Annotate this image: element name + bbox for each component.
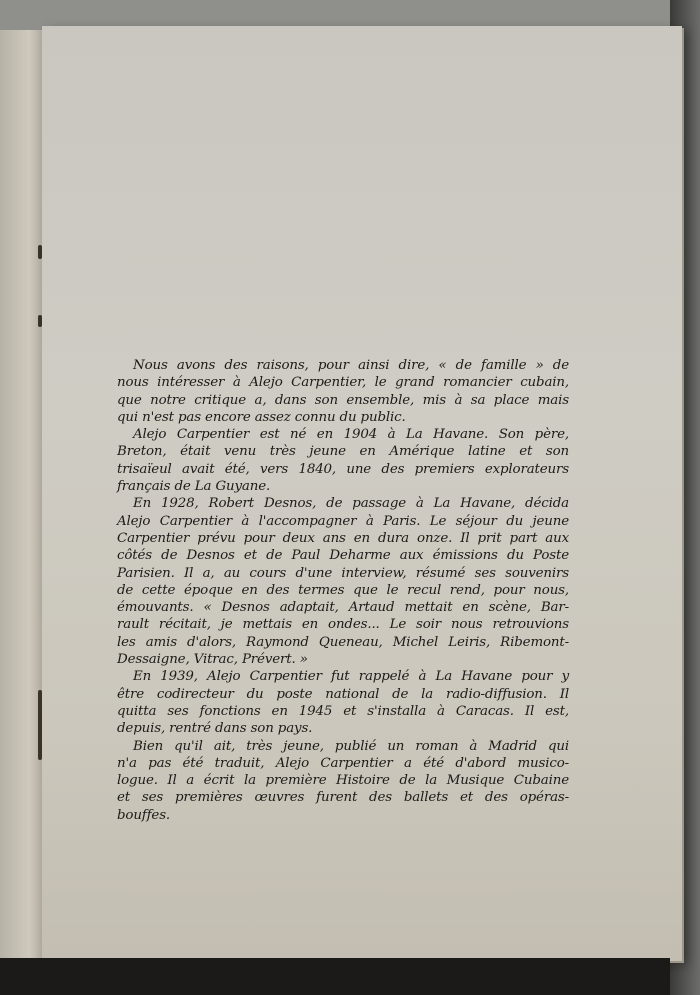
text-line: En 1928, Robert Desnos, de passage à La Havane, décida — [133, 496, 569, 512]
text-line: Parisien. Il a, au cours d'une interview, résumé ses souvenirs — [117, 565, 569, 581]
text-line: côtés de Desnos et de Paul Deharme aux émissions du Poste — [117, 548, 569, 564]
text-line: n'a pas été traduit, Alejo Carpentier a été d'abord musico- — [117, 755, 569, 771]
text-line: que notre critique a, dans son ensemble, mis à sa place mais — [117, 392, 569, 408]
text-line: qui n'est pas encore assez connu du public. — [117, 409, 406, 425]
text-line: les amis d'alors, Raymond Queneau, Michel Leiris, Ribemont- — [117, 634, 569, 650]
paragraph — [117, 668, 569, 737]
text-line: quitta ses fonctions en 1945 et s'installa à Caracas. Il est, — [117, 703, 569, 719]
page-body-text — [117, 357, 569, 824]
text-line: Bien qu'il ait, très jeune, publié un roman à Madrid qui — [133, 738, 569, 754]
text-line: Nous avons des raisons, pour ainsi dire, « de famille » de — [133, 358, 569, 373]
text-line: rault récitait, je mettais en ondes... Le soir nous retrouvions — [117, 617, 569, 633]
text-line: depuis, rentré dans son pays. — [117, 721, 313, 737]
text-line: de cette époque en des termes que le recul rend, pour nous, — [117, 582, 569, 598]
text-line: Carpentier prévu pour deux ans en dura onze. Il prit part aux — [117, 530, 569, 546]
paragraph — [117, 495, 569, 668]
paragraph — [117, 738, 569, 824]
text-line: En 1939, Alejo Carpentier fut rappelé à La Havane pour y — [133, 669, 569, 685]
text-line: trisaïeul avait été, vers 1840, une des premiers explorateurs — [117, 461, 569, 477]
text-line: être codirecteur du poste national de la radio-diffusion. Il — [117, 686, 569, 702]
text-line: nous intéresser à Alejo Carpentier, le grand romancier cubain, — [117, 375, 569, 391]
book-bottom-edge — [0, 958, 670, 995]
text-line: émouvants. « Desnos adaptait, Artaud mettait en scène, Bar- — [117, 600, 569, 616]
text-line: Dessaigne, Vitrac, Prévert. » — [117, 652, 308, 668]
text-line: français de La Guyane. — [117, 479, 271, 495]
text-line: Alejo Carpentier à l'accompagner à Paris. Le séjour du jeune — [117, 513, 569, 529]
text-line: Alejo Carpentier est né en 1904 à La Havane. Son père, — [133, 427, 569, 443]
text-line: bouffes. — [117, 807, 171, 823]
paragraph — [117, 426, 569, 495]
paragraph — [117, 357, 569, 426]
text-line: et ses premières œuvres furent des ballets et des opéras- — [117, 790, 569, 806]
text-line: logue. Il a écrit la première Histoire de la Musique Cubaine — [117, 773, 569, 789]
previous-page-edge — [0, 30, 48, 970]
text-line: Breton, était venu très jeune en Amérique latine et son — [117, 444, 569, 460]
